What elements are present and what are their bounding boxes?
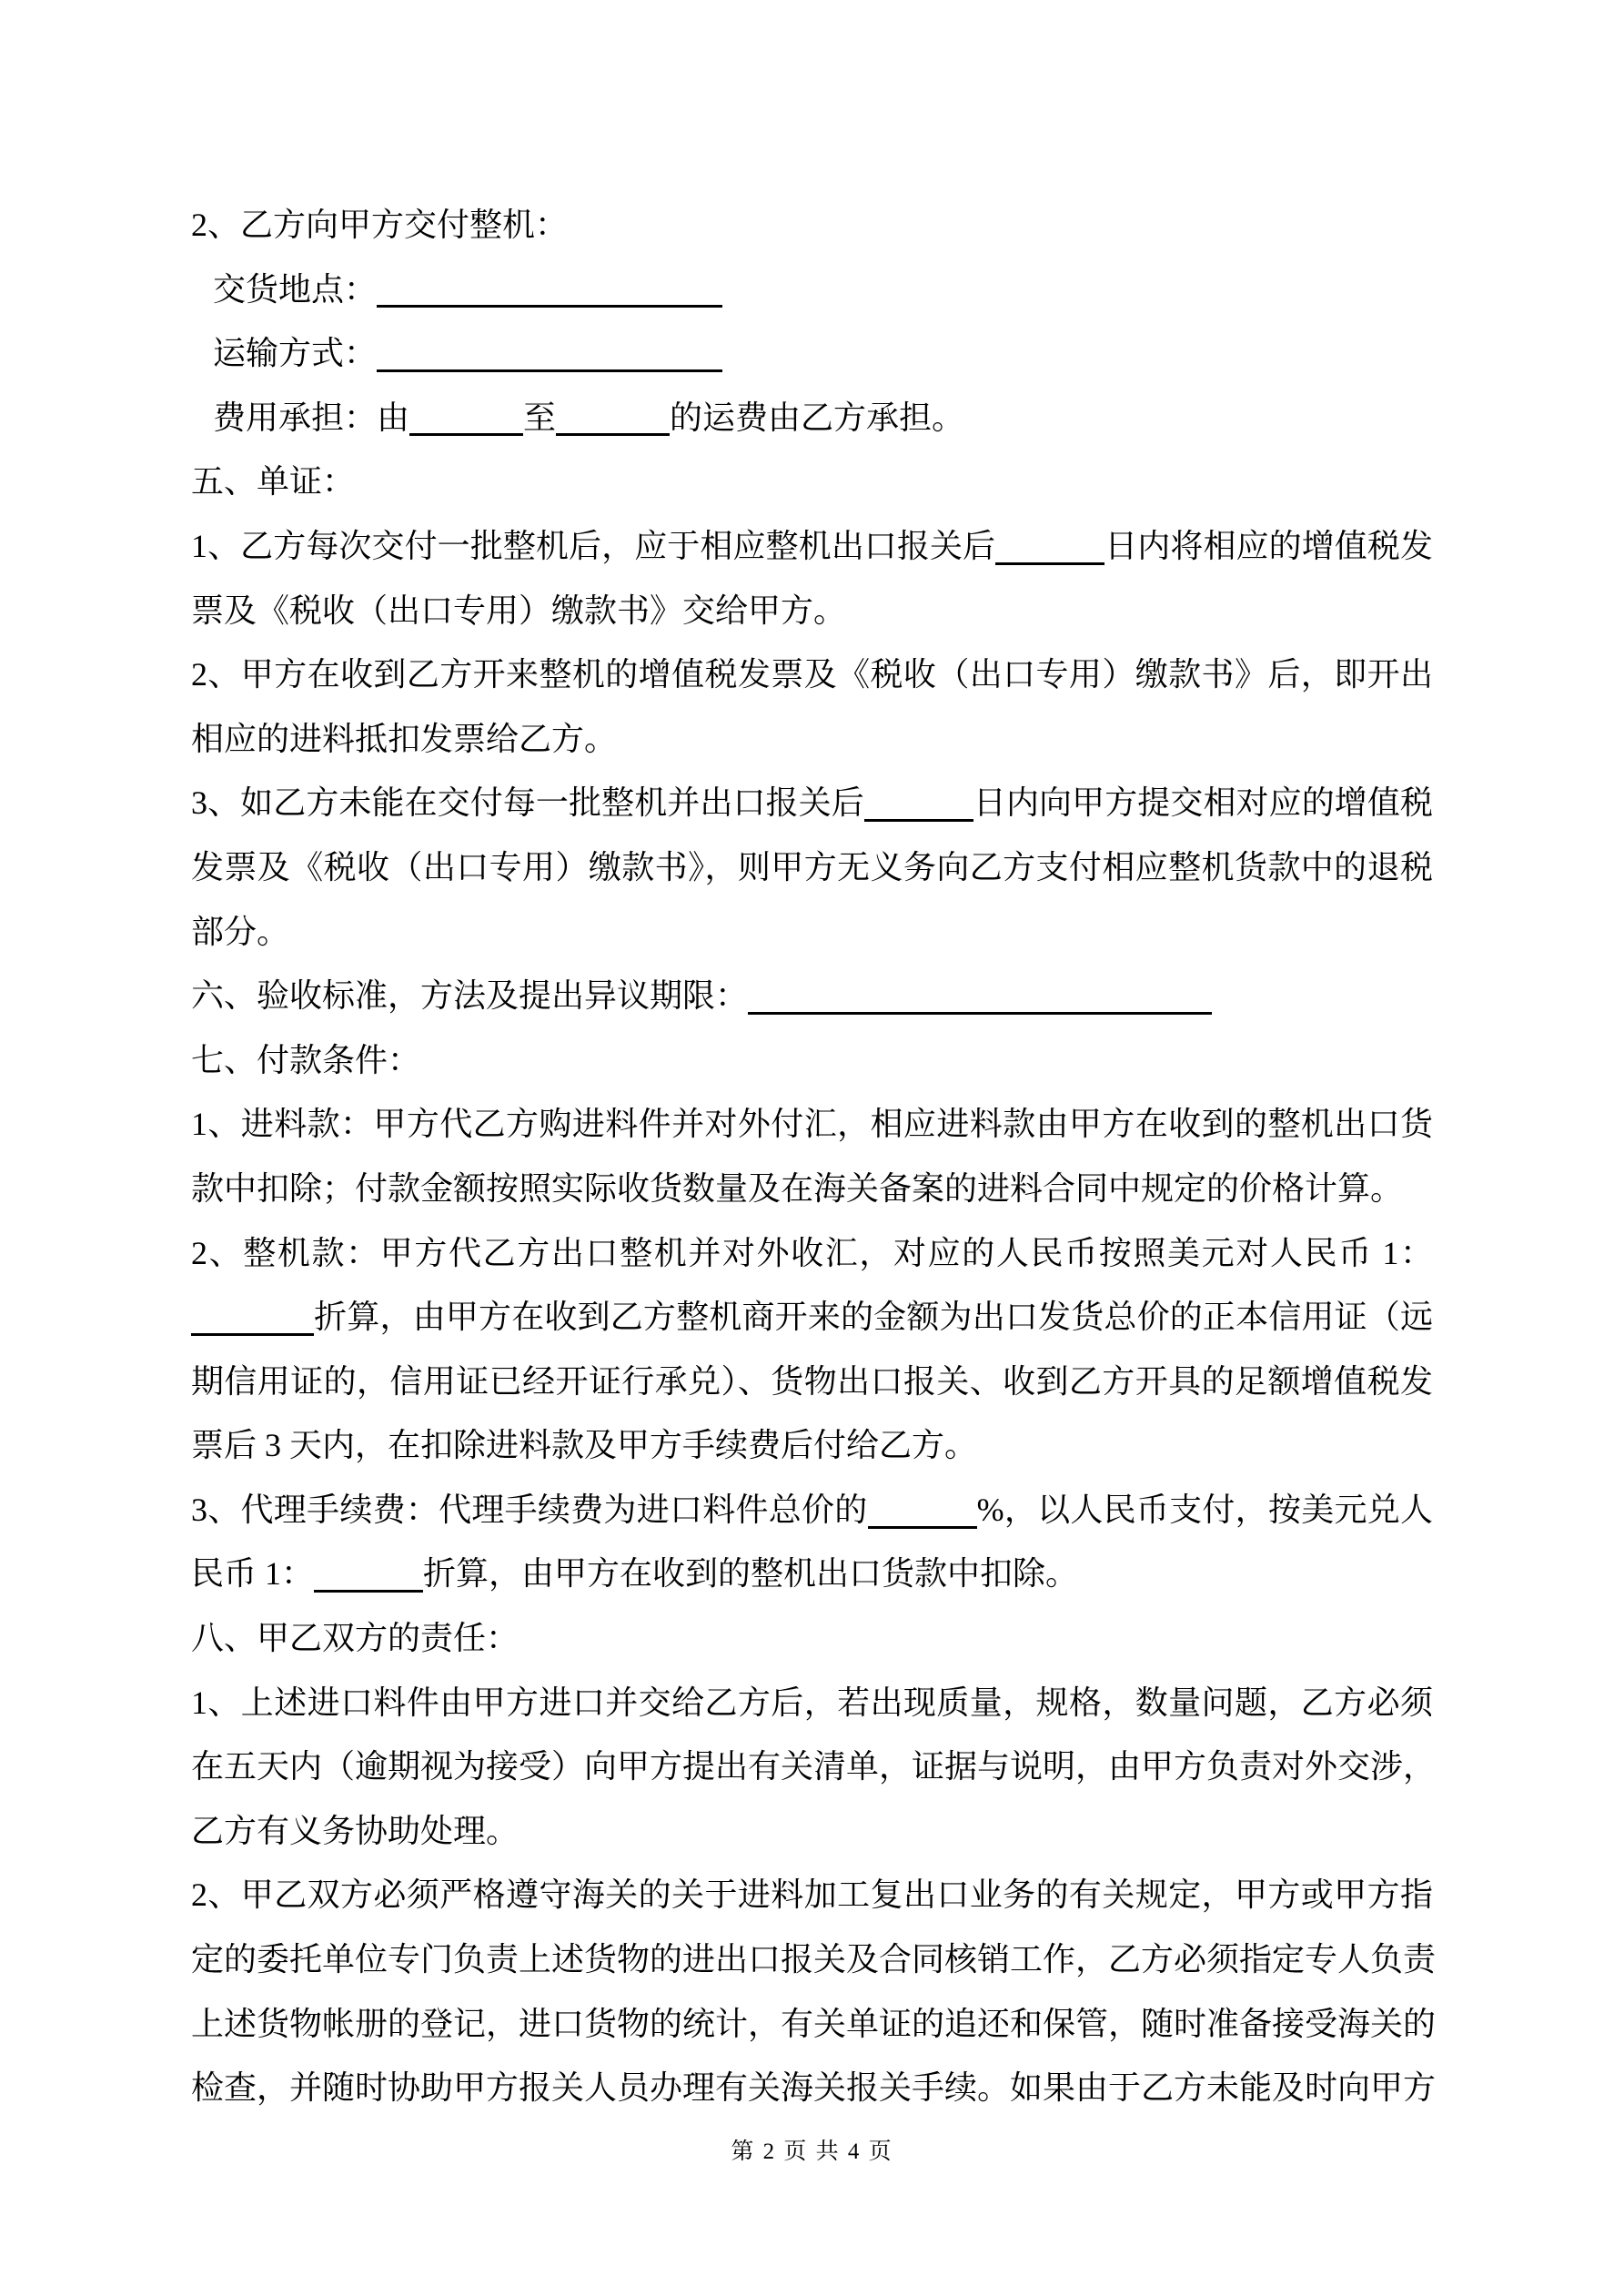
text-run: 六、验收标准，方法及提出异议期限： (191, 977, 749, 1015)
fill-in-blank (864, 786, 973, 822)
text-run: 1、上述进口料件由甲方进口并交给乙方后，若出现质量，规格，数量问题，乙方必须 (191, 1684, 1433, 1721)
text-run: 民币 1： (191, 1555, 315, 1593)
fill-in-blank (556, 400, 670, 436)
page-number-text: 第 2 页 共 4 页 (731, 2139, 893, 2164)
document-line (191, 1863, 1433, 1927)
document-line (191, 1542, 1433, 1606)
text-run: 检查，并随时协助甲方报关人员办理有关海关报关手续。如果由于乙方未能及时向甲方 (191, 2069, 1437, 2107)
document-line (191, 1927, 1437, 1992)
document-line (191, 1285, 1433, 1350)
document-line (191, 1028, 1433, 1093)
fill-in-blank (995, 530, 1105, 565)
fill-in-blank (868, 1493, 977, 1529)
text-run: 在五天内（逾期视为接受）向甲方提出有关清单，证据与说明，由甲方负责对外交涉， (191, 1748, 1437, 1785)
fill-in-blank (748, 979, 1212, 1015)
fill-in-blank (377, 337, 722, 372)
text-run: 八、甲乙双方的责任： (191, 1620, 519, 1657)
text-run: 的运费由乙方承担。 (670, 399, 965, 436)
text-run: %，以人民币支付，按美元兑人 (976, 1491, 1433, 1528)
document-line (191, 1478, 1433, 1542)
document-line (191, 1735, 1437, 1799)
fill-in-blank (191, 1300, 314, 1336)
document-line (191, 1221, 1433, 1286)
text-run: 2、乙方向甲方交付整机： (191, 207, 569, 243)
fill-in-blank (409, 400, 523, 436)
document-line (191, 642, 1433, 707)
document-line (191, 1992, 1437, 2057)
text-run: 费用承担：由 (213, 399, 410, 436)
fill-in-blank (314, 1557, 423, 1593)
document-line (191, 2056, 1437, 2120)
text-run: 部分。 (191, 913, 290, 950)
text-run: 折算，由甲方在收到乙方整机商开来的金额为出口发货总价的正本信用证（远 (314, 1299, 1433, 1336)
document-line (191, 771, 1433, 835)
text-run: 款中扣除；付款金额按照实际收货数量及在海关备案的进料合同中规定的价格计算。 (191, 1169, 1404, 1207)
document-line (191, 707, 1433, 772)
text-run: 1、乙方每次交付一批整机后，应于相应整机出口报关后 (191, 527, 996, 564)
text-run: 运输方式： (213, 335, 378, 372)
document-line (191, 450, 1433, 514)
document-line (191, 964, 1433, 1028)
text-run: 2、整机款：甲方代乙方出口整机并对外收汇，对应的人民币按照美元对人民币 1： (191, 1234, 1433, 1271)
text-run: 折算，由甲方在收到的整机出口货款中扣除。 (423, 1555, 1079, 1593)
text-run: 3、代理手续费：代理手续费为进口料件总价的 (191, 1491, 868, 1528)
document-line (191, 1413, 1433, 1478)
text-run: 定的委托单位专门负责上述货物的进出口报关及合同核销工作，乙方必须指定专人负责 (191, 1941, 1437, 1978)
text-run: 相应的进料抵扣发票给乙方。 (191, 720, 618, 757)
page-footer (191, 2120, 1433, 2185)
document-body (191, 193, 1437, 2120)
text-run: 期信用证的，信用证已经开证行承兑）、货物出口报关、收到乙方开具的足额增值税发 (191, 1362, 1433, 1400)
text-run: 发票及《税收（出口专用）缴款书》，则甲方无义务向乙方支付相应整机货款中的退税 (191, 848, 1433, 885)
text-run: 日内将相应的增值税发 (1105, 527, 1433, 564)
document-line (191, 1799, 1433, 1864)
fill-in-blank (377, 272, 722, 308)
document-line (191, 1606, 1433, 1671)
text-run: 乙方有义务协助处理。 (191, 1812, 519, 1849)
document-line (191, 258, 1433, 322)
text-run: 2、甲方在收到乙方开来整机的增值税发票及《税收（出口专用）缴款书》后，即开出 (191, 656, 1433, 693)
text-run: 票及《税收（出口专用）缴款书》交给甲方。 (191, 592, 847, 629)
document-line (191, 900, 1433, 965)
text-run: 上述货物帐册的登记，进口货物的统计，有关单证的追还和保管，随时准备接受海关的 (191, 2005, 1437, 2042)
document-line (191, 579, 1433, 643)
text-run: 日内向甲方提交相对应的增值税 (973, 784, 1433, 822)
text-run: 3、如乙方未能在交付每一批整机并出口报关后 (191, 784, 864, 822)
document-line (191, 386, 1433, 450)
document-line (191, 835, 1433, 900)
document-line (191, 1092, 1433, 1157)
text-run: 2、甲乙双方必须严格遵守海关的关于进料加工复出口业务的有关规定，甲方或甲方指 (191, 1876, 1433, 1914)
document-line (191, 321, 1433, 386)
document-line (191, 1671, 1433, 1735)
text-run: 票后 3 天内，在扣除进料款及甲方手续费后付给乙方。 (191, 1427, 978, 1464)
document-line (191, 514, 1433, 579)
text-run: 1、进料款：甲方代乙方购进料件并对外付汇，相应进料款由甲方在收到的整机出口货 (191, 1106, 1433, 1143)
document-line (191, 1157, 1433, 1221)
text-run: 交货地点： (213, 270, 378, 308)
document-line (191, 1350, 1433, 1414)
text-run: 至 (523, 399, 557, 436)
text-run: 五、单证： (191, 463, 356, 501)
text-run: 七、付款条件： (191, 1041, 421, 1078)
document-line (191, 193, 1433, 258)
